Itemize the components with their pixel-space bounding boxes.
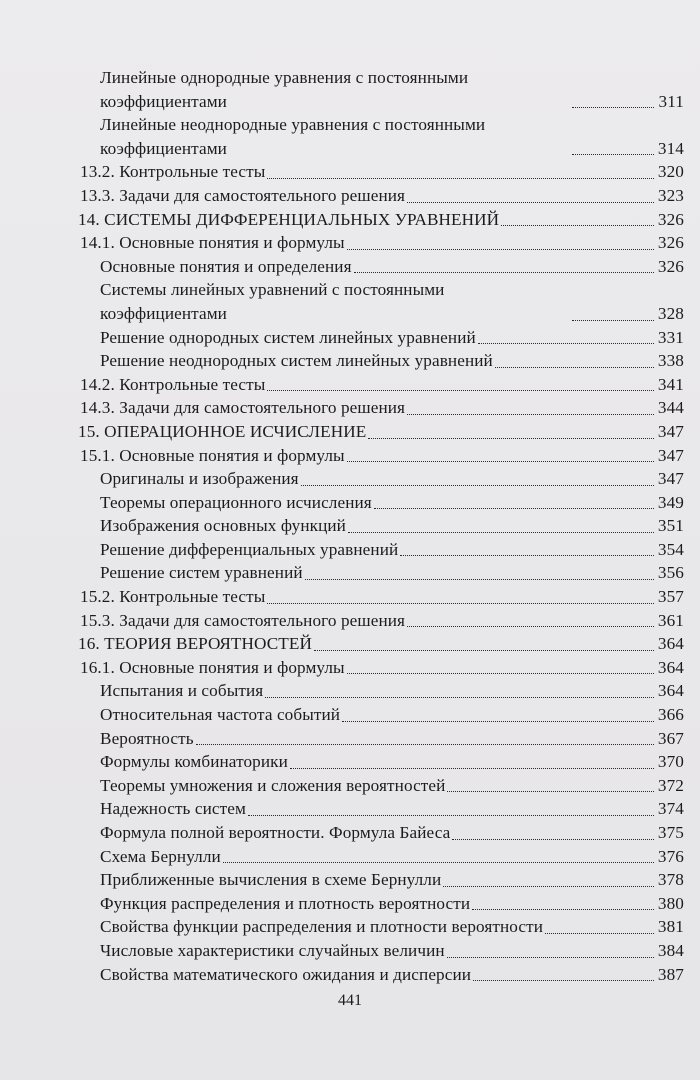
toc-entry-page: 311 bbox=[658, 91, 684, 111]
toc-entry-title: Системы линейных уравнений с постоянными коэффициентами bbox=[100, 280, 445, 323]
toc-entry bbox=[78, 915, 684, 939]
toc-entry-page: 320 bbox=[657, 162, 684, 182]
toc-entry-page: 331 bbox=[657, 327, 684, 347]
toc-entry-page: 326 bbox=[657, 233, 684, 253]
dot-leader bbox=[572, 91, 654, 108]
dot-leader bbox=[452, 822, 654, 839]
toc-entry bbox=[78, 727, 684, 751]
toc-entry bbox=[78, 278, 684, 325]
toc-entry-title: Надежность систем bbox=[100, 799, 246, 819]
toc-entry bbox=[78, 939, 684, 963]
toc-entry-title: Изображения основных функций bbox=[100, 516, 346, 536]
dot-leader bbox=[572, 138, 654, 155]
toc-entry bbox=[78, 656, 684, 680]
toc-entry bbox=[78, 66, 684, 113]
toc-entry bbox=[78, 679, 684, 703]
toc-entry-title: Формулы комбинаторики bbox=[100, 752, 288, 772]
toc-entry-title: Формула полной вероятности. Формула Байеса bbox=[100, 823, 451, 842]
toc-entry-page: 328 bbox=[657, 303, 684, 323]
toc-entry-title: Основные понятия и определения bbox=[100, 256, 352, 276]
dot-leader bbox=[267, 374, 654, 391]
toc-entry-title: Решение дифференциальных уравнений bbox=[100, 539, 399, 559]
toc-entry-page: 356 bbox=[657, 563, 684, 583]
toc-entry-title: Свойства математического ожидания и дисперсии bbox=[100, 964, 472, 984]
toc-entry-page: 376 bbox=[657, 846, 684, 866]
toc-entry-page: 381 bbox=[657, 917, 684, 937]
dot-leader bbox=[223, 846, 654, 863]
toc-entry bbox=[78, 420, 684, 444]
toc-entry-title: Функция распределения и плотность вероятности bbox=[100, 893, 471, 913]
toc-entry bbox=[78, 703, 684, 727]
toc-entry bbox=[78, 444, 684, 468]
dot-leader bbox=[267, 162, 654, 179]
toc-entry-page: 349 bbox=[657, 492, 684, 512]
dot-leader bbox=[248, 799, 654, 816]
toc-entry bbox=[78, 467, 684, 491]
toc-entry bbox=[78, 113, 684, 160]
toc-entry-title: 14.2. Контрольные тесты bbox=[80, 374, 266, 394]
toc-entry-title: 13.3. Задачи для самостоятельного решения bbox=[80, 185, 406, 205]
dot-leader bbox=[354, 256, 654, 273]
dot-leader bbox=[495, 351, 654, 368]
toc-entry-page: 384 bbox=[657, 940, 684, 960]
toc-entry-title: 15.1. Основные понятия и формулы bbox=[80, 445, 345, 465]
toc-entry-page: 347 bbox=[657, 421, 684, 441]
toc-entry-title: 16.1. Основные понятия и формулы bbox=[80, 657, 345, 677]
dot-leader bbox=[348, 516, 654, 533]
dot-leader bbox=[572, 303, 654, 320]
toc-entry-title: 14.3. Задачи для самостоятельного решения bbox=[80, 398, 406, 418]
toc-entry-page: 370 bbox=[657, 752, 684, 772]
toc-entry bbox=[78, 750, 684, 774]
toc-entry-page: 326 bbox=[657, 209, 684, 229]
dot-leader bbox=[501, 209, 654, 226]
table-of-contents bbox=[78, 66, 684, 986]
dot-leader bbox=[400, 539, 654, 556]
toc-entry-title: Приближенные вычисления в схеме Бернулли bbox=[100, 870, 442, 890]
toc-entry-page: 361 bbox=[657, 610, 684, 630]
toc-entry-page: 387 bbox=[657, 964, 684, 984]
toc-entry bbox=[78, 561, 684, 585]
toc-entry-title: 15.3. Задачи для самостоятельного решения bbox=[80, 610, 406, 630]
toc-entry bbox=[78, 892, 684, 916]
toc-entry-title: Решение систем уравнений bbox=[100, 563, 303, 583]
toc-entry-page: 367 bbox=[657, 728, 684, 748]
dot-leader bbox=[545, 917, 654, 934]
dot-leader bbox=[447, 940, 654, 957]
toc-entry bbox=[78, 373, 684, 397]
toc-entry-title: Линейные неоднородные уравнения с постоянными коэффициентами bbox=[100, 115, 486, 158]
toc-entry-title: 14.1. Основные понятия и формулы bbox=[80, 233, 345, 253]
toc-entry bbox=[78, 609, 684, 633]
toc-entry-title: Испытания и события bbox=[100, 681, 264, 701]
toc-entry bbox=[78, 538, 684, 562]
toc-entry bbox=[78, 491, 684, 515]
dot-leader bbox=[374, 492, 654, 509]
toc-entry-title: 14. СИСТЕМЫ ДИФФЕРЕНЦИАЛЬНЫХ УРАВНЕНИЙ bbox=[78, 209, 500, 229]
dot-leader bbox=[267, 586, 654, 603]
dot-leader bbox=[347, 657, 654, 674]
toc-entry-page: 338 bbox=[657, 351, 684, 371]
dot-leader bbox=[368, 421, 654, 438]
toc-entry-page: 347 bbox=[657, 469, 684, 489]
toc-entry bbox=[78, 231, 684, 255]
toc-entry bbox=[78, 963, 684, 987]
toc-entry-page: 326 bbox=[657, 256, 684, 276]
toc-entry bbox=[78, 585, 684, 609]
toc-entry-title: Свойства функции распределения и плотности вероятности bbox=[100, 917, 544, 937]
dot-leader bbox=[407, 398, 654, 415]
toc-entry bbox=[78, 349, 684, 373]
toc-entry-title: Оригиналы и изображения bbox=[100, 469, 299, 489]
toc-entry-page: 314 bbox=[657, 138, 684, 158]
toc-entry-page: 341 bbox=[657, 374, 684, 394]
toc-entry bbox=[78, 845, 684, 869]
toc-entry-page: 351 bbox=[657, 516, 684, 536]
dot-leader bbox=[407, 185, 654, 202]
toc-entry bbox=[78, 184, 684, 208]
toc-entry-page: 364 bbox=[657, 657, 684, 677]
toc-entry bbox=[78, 774, 684, 798]
toc-entry-page: 374 bbox=[657, 799, 684, 819]
toc-entry bbox=[78, 396, 684, 420]
dot-leader bbox=[347, 233, 654, 250]
toc-entry-page: 378 bbox=[657, 870, 684, 890]
toc-entry-title: Линейные однородные уравнения с постоянными коэффициентами bbox=[100, 68, 469, 111]
toc-entry bbox=[78, 208, 684, 232]
toc-entry-page: 357 bbox=[657, 587, 684, 607]
toc-entry-title: Числовые характеристики случайных величин bbox=[100, 940, 445, 960]
dot-leader bbox=[347, 445, 654, 462]
dot-leader bbox=[447, 775, 654, 792]
toc-entry-title: 16. ТЕОРИЯ ВЕРОЯТНОСТЕЙ bbox=[78, 634, 313, 654]
toc-entry-page: 364 bbox=[657, 681, 684, 701]
toc-entry bbox=[78, 326, 684, 350]
toc-entry-title: Схема Бернулли bbox=[100, 846, 221, 866]
toc-entry bbox=[78, 514, 684, 538]
dot-leader bbox=[290, 752, 654, 769]
toc-entry-title: Относительная частота событий bbox=[100, 705, 341, 725]
toc-entry-title: Вероятность bbox=[100, 728, 194, 748]
toc-entry-page: 375 bbox=[657, 823, 684, 842]
toc-entry-title: Теоремы операционного исчисления bbox=[100, 492, 372, 512]
dot-leader bbox=[314, 634, 654, 651]
toc-entry-title: 15.2. Контрольные тесты bbox=[80, 587, 266, 607]
toc-entry-page: 366 bbox=[657, 705, 684, 725]
toc-entry-page: 372 bbox=[657, 775, 684, 795]
toc-entry-title: 15. ОПЕРАЦИОННОЕ ИСЧИСЛЕНИЕ bbox=[78, 421, 367, 441]
dot-leader bbox=[342, 704, 654, 721]
toc-entry bbox=[78, 160, 684, 184]
dot-leader bbox=[301, 469, 654, 486]
toc-entry bbox=[78, 255, 684, 279]
page-number: 441 bbox=[338, 992, 362, 1009]
toc-entry-page: 323 bbox=[657, 185, 684, 205]
dot-leader bbox=[265, 681, 654, 698]
dot-leader bbox=[196, 728, 654, 745]
dot-leader bbox=[472, 893, 654, 910]
toc-entry-page: 354 bbox=[657, 539, 684, 559]
toc-entry bbox=[78, 797, 684, 821]
toc-entry-page: 380 bbox=[657, 893, 684, 913]
dot-leader bbox=[407, 610, 654, 627]
dot-leader bbox=[478, 327, 654, 344]
dot-leader bbox=[443, 870, 654, 887]
toc-entry-title: Решение неоднородных систем линейных уравнений bbox=[100, 351, 493, 371]
dot-leader bbox=[305, 563, 654, 580]
toc-entry bbox=[78, 821, 684, 845]
toc-entry-title: Теоремы умножения и сложения вероятностей bbox=[100, 775, 446, 795]
toc-entry-page: 347 bbox=[657, 445, 684, 465]
toc-entry-page: 344 bbox=[657, 398, 684, 418]
toc-entry bbox=[78, 868, 684, 892]
dot-leader bbox=[473, 964, 654, 981]
toc-entry-page: 364 bbox=[657, 634, 684, 654]
toc-entry bbox=[78, 632, 684, 656]
toc-entry-title: 13.2. Контрольные тесты bbox=[80, 162, 266, 182]
toc-entry-title: Решение однородных систем линейных уравнений bbox=[100, 327, 476, 347]
